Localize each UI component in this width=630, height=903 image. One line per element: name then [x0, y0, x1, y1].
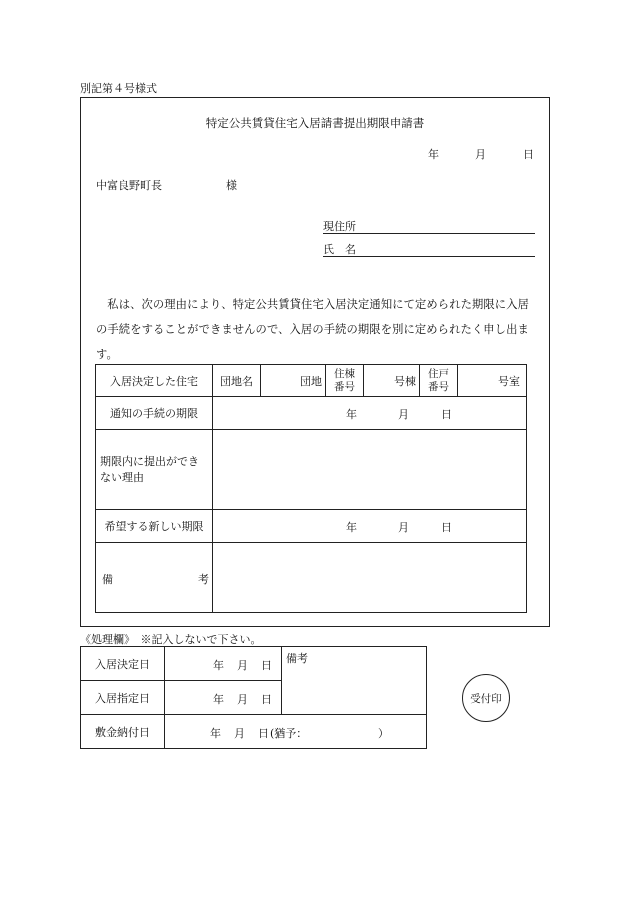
date-month: 月 — [475, 148, 486, 161]
deferral-label: (猶予： — [270, 727, 308, 740]
address-label: 現住所 — [323, 220, 356, 233]
new-deadline-field[interactable]: 年 月 日 — [213, 510, 527, 543]
processing-remarks[interactable] — [282, 647, 427, 715]
housing-label: 入居決定した住宅 — [96, 365, 213, 397]
danchi-suffix: 団地 — [300, 374, 322, 388]
reason-label: 期限内に提出ができない理由 — [96, 430, 213, 510]
deadline-field[interactable]: 年 月 日 — [213, 397, 527, 430]
date-day: 日 — [523, 148, 534, 161]
danchi-field[interactable] — [261, 365, 326, 397]
unit-field[interactable] — [458, 365, 527, 397]
remarks-label: 備 考 — [96, 543, 213, 613]
danchi-name-label: 団地名 — [213, 365, 261, 397]
name-field[interactable] — [323, 241, 535, 257]
stamp-label: 受付印 — [470, 692, 502, 705]
building-no-label: 住棟 番号 — [326, 365, 364, 397]
deadline-label: 通知の手続の期限 — [96, 397, 213, 430]
move-in-decision-field[interactable]: 年 月 日 — [165, 647, 282, 681]
new-deadline-label: 希望する新しい期限 — [96, 510, 213, 543]
name-label: 氏 名 — [323, 243, 356, 256]
remarks-field[interactable] — [213, 543, 527, 613]
application-table — [95, 364, 527, 613]
move-in-decision-label: 入居決定日 — [81, 647, 165, 681]
date-year: 年 — [428, 148, 439, 161]
building-field[interactable] — [364, 365, 420, 397]
building-suffix: 号棟 — [394, 374, 416, 388]
processing-table — [80, 646, 427, 749]
statement-text: 私は、次の理由により、特定公共賃貸住宅入居決定通知にて定められた期限に入居の手続をすることができませんので、入居の手続の期限を別に定められたく申し出ます。 — [96, 298, 529, 361]
deposit-paid-label: 敷金納付日 — [81, 715, 165, 749]
reception-stamp — [462, 674, 510, 722]
form-number: 別記第４号様式 — [80, 82, 157, 95]
processing-remarks-label: 備考 — [286, 652, 308, 665]
address-field[interactable] — [323, 218, 535, 234]
processing-header: 《処理欄》 ※記入しないで下さい。 — [80, 633, 262, 646]
form-title: 特定公共賃貸住宅入居請書提出期限申請書 — [205, 116, 425, 130]
reason-field[interactable] — [213, 430, 527, 510]
addressee-honorific: 様 — [226, 179, 237, 192]
unit-no-label: 住戸 番号 — [420, 365, 458, 397]
move-in-designated-label: 入居指定日 — [81, 681, 165, 715]
deferral-close: ） — [378, 727, 389, 740]
deposit-paid-field[interactable]: 年 月 日 (猶予： ） — [165, 715, 427, 749]
unit-suffix: 号室 — [498, 374, 520, 388]
addressee-name: 中富良野町長 — [96, 179, 162, 192]
move-in-designated-field[interactable]: 年 月 日 — [165, 681, 282, 715]
